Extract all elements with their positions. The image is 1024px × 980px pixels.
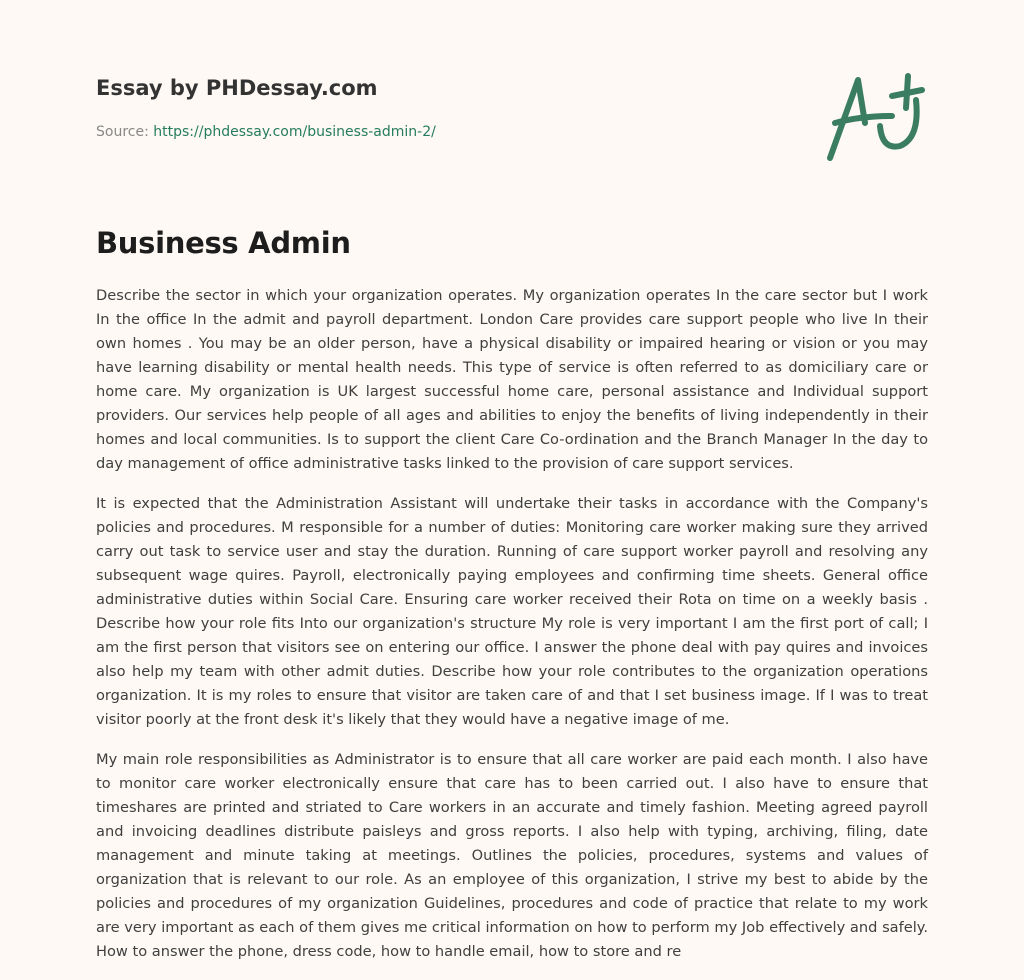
site-header: [96, 76, 378, 100]
a-plus-logo-icon: [820, 68, 930, 168]
essay-body: [96, 284, 928, 980]
source-link[interactable]: https://phdessay.com/business-admin-2/: [153, 124, 436, 140]
essay-paragraph: Describe the sector in which your organization operates. My organization operates In the care sector but I work In the office In the admit and payroll department. London Care provides care support people who live In their own homes . You may be an older person, have a physical disability or impaired hearing or vision or you may have learning disability or mental health needs. This type of service is often referred to as domiciliary care or home care. My organization is UK largest successful home care, personal assistance and Individual support providers. Our services help people of all ages and abilities to enjoy the benefits of living independently in their homes and local communities. Is to support the client Care Co-ordination and the Branch Manager In the day to day management of office administrative tasks linked to the provision of care support services.: [96, 287, 928, 472]
essay-paragraph: My main role responsibilities as Administrator is to ensure that all care worker are paid each month. I also have to monitor care worker electronically ensure that care has to been carried out. I also have to ensure that timeshares are printed and striated to Care workers in an accurate and timely fashion. Meeting agreed payroll and invoicing deadlines distribute paisleys and gross reports. I also help with typing, archiving, filing, date management and minute taking at meetings. Outlines the policies, procedures, systems and values of organization that is relevant to our role. As an employee of this organization, I strive my best to abide by the policies and procedures of my organization Guidelines, procedures and code of practice that relate to my work are very important as each of them gives me critical information on how to perform my Job effectively and safely. How to answer the phone, dress code, how to handle email, how to store and re: [96, 751, 928, 960]
essay-paragraph: It is expected that the Administration Assistant will undertake their tasks in accordance with the Company's policies and procedures. M responsible for a number of duties: Monitoring care worker making sure they arrived carry out task to service user and stay the duration. Running of care support worker payroll and resolving any subsequent wage quires. Payroll, electronically paying employees and confirming time sheets. General office administrative duties within Social Care. Ensuring care worker received their Rota on time on a weekly basis . Describe how your role fits Into our organization's structure My role is very important I am the first port of call; I am the first person that visitors see on entering our office. I answer the phone deal with pay quires and invoices also help my team with other admit duties. Describe how your role contributes to the organization operations organization. It is my roles to ensure that visitor are taken care of and that I set business image. If I was to treat visitor poorly at the front desk it's likely that they would have a negative image of me.: [96, 495, 928, 728]
source-line: [96, 124, 436, 140]
source-label: Source:: [96, 124, 149, 140]
site-title: Essay by PHDessay.com: [96, 76, 378, 100]
essay-title: Business Admin: [96, 226, 351, 260]
